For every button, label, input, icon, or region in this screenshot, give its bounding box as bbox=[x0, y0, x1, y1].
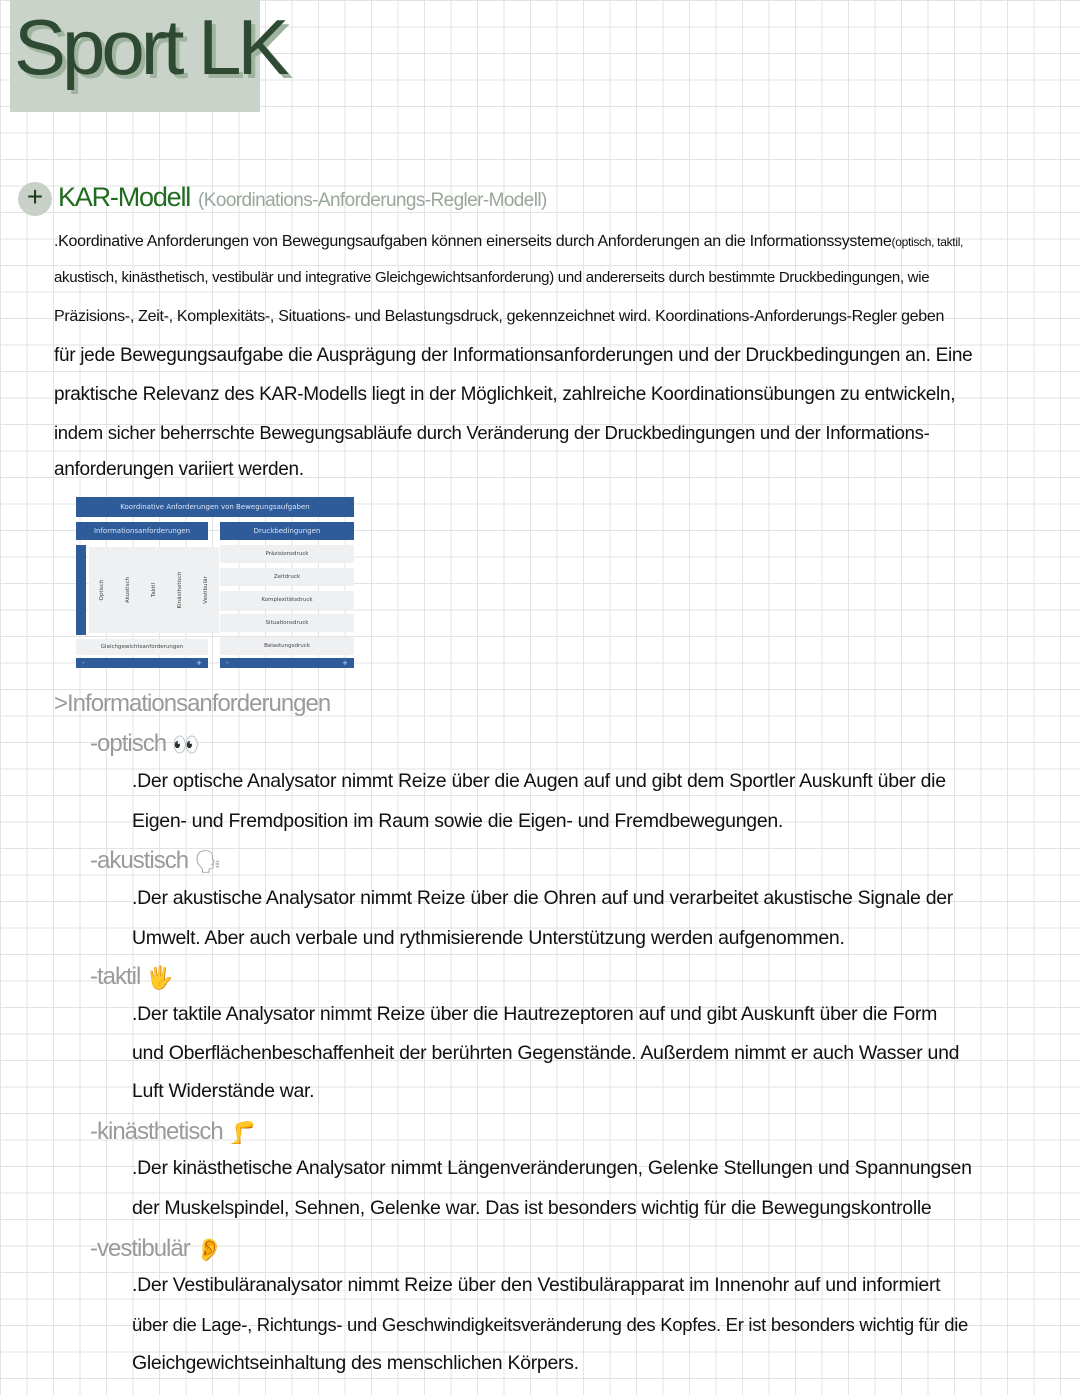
diagram-column bbox=[167, 547, 193, 633]
diagram-title: Koordinative Anforderungen von Bewegungsaufgaben bbox=[76, 497, 354, 517]
diagram-right-header: Druckbedingungen bbox=[220, 522, 354, 540]
diagram-balance: Gleichgewichtsanforderungen bbox=[76, 639, 208, 655]
diagram-column bbox=[89, 547, 115, 633]
analyzer-text: .Der optische Analysator nimmt Reize über die Augen auf und gibt dem Sportler Auskunft über die bbox=[132, 770, 946, 792]
analyzer-text: .Der kinästhetische Analysator nimmt Längenveränderungen, Gelenke Stellungen und Spannungsen bbox=[132, 1157, 972, 1179]
analyzer-label bbox=[90, 1235, 222, 1263]
analyzer-label bbox=[90, 1118, 255, 1146]
info-heading: >Informationsanforderungen bbox=[54, 690, 331, 717]
heading-text: KAR-Modell bbox=[58, 182, 191, 212]
analyzer-text: der Muskelspindel, Sehnen, Gelenke war. Das ist besonders wichtig für die Bewegungskontrolle bbox=[132, 1197, 932, 1219]
diagram-pressure: Komplexitätsdruck bbox=[220, 591, 354, 609]
analyzer-label-text: -vestibulär bbox=[90, 1235, 190, 1262]
column-label: Vestibulär bbox=[203, 576, 209, 604]
diagram-column bbox=[193, 547, 219, 633]
intro-line: akustisch, kinästhetisch, vestibulär und integrative Gleichgewichtsanforderung) und andererseits durch bestimmte Druckbedingungen, wie bbox=[54, 269, 930, 286]
intro-line: Präzisions-, Zeit-, Komplexitäts-, Situations- und Belastungsdruck, gekennzeichnet wird. Koordinations-Anforderungs-Regler geben bbox=[54, 308, 945, 325]
analyzer-label-text: -akustisch bbox=[90, 847, 189, 874]
diagram-pressure: Zeitdruck bbox=[220, 568, 354, 586]
eyes-icon: 👀 bbox=[172, 731, 199, 757]
diagram-pressure: Präzisionsdruck bbox=[220, 545, 354, 563]
intro-line: indem sicher beherrschte Bewegungsabläufe durch Veränderung der Druckbedingungen und der Informations- bbox=[54, 422, 930, 443]
diagram-pressure: Belastungsdruck bbox=[220, 637, 354, 655]
column-label: Kinästhetisch bbox=[177, 571, 183, 609]
column-label: Akustisch bbox=[125, 576, 131, 604]
intro-text: .Koordinative Anforderungen von Bewegungsaufgaben können einerseits durch Anforderungen an die Informationssysteme bbox=[54, 233, 892, 250]
horizontal-arrow-icon bbox=[76, 658, 208, 668]
plus-label: + bbox=[196, 659, 202, 667]
analyzer-label-text: -taktil bbox=[90, 963, 141, 990]
analyzer-label bbox=[90, 730, 198, 758]
horizontal-arrow-icon bbox=[220, 658, 354, 668]
analyzer-label bbox=[90, 963, 173, 991]
column-label: Taktil bbox=[151, 582, 157, 598]
minus-label: - bbox=[82, 659, 85, 667]
section-heading bbox=[58, 182, 547, 213]
analyzer-label-text: -optisch bbox=[90, 730, 167, 757]
leg-icon: 🦵 bbox=[228, 1119, 256, 1145]
analyzer-text: .Der taktile Analysator nimmt Reize über die Hautrezeptoren auf und gibt Auskunft über die Form bbox=[132, 1003, 938, 1025]
intro-line: praktische Relevanz des KAR-Modells liegt in der Möglichkeit, zahlreiche Koordinationsübungen zu entwickeln, bbox=[54, 384, 956, 405]
analyzer-text: Gleichgewichtseinhaltung des menschlichen Körpers. bbox=[132, 1352, 579, 1374]
diagram-left-header: Informationsanforderungen bbox=[76, 522, 208, 540]
analyzer-text: Luft Widerstände war. bbox=[132, 1080, 315, 1102]
page-title: Sport LK bbox=[14, 3, 286, 91]
heading-subtitle: (Koordinations-Anforderungs-Regler-Modell) bbox=[198, 190, 547, 211]
intro-line: anforderungen variiert werden. bbox=[54, 459, 304, 480]
analyzer-text: über die Lage-, Richtungs- und Geschwindigkeitsveränderung des Kopfes. Er ist besonders wichtig für die bbox=[132, 1314, 968, 1335]
column-label: Optisch bbox=[99, 579, 105, 601]
analyzer-text: .Der Vestibuläranalysator nimmt Reize über den Vestibulärapparat im Innenohr auf und informiert bbox=[132, 1274, 941, 1296]
diagram-column bbox=[115, 547, 141, 633]
intro-aside: (optisch, taktil, bbox=[891, 235, 964, 249]
ear-icon: 👂 bbox=[195, 1236, 223, 1262]
analyzer-text: .Der akustische Analysator nimmt Reize über die Ohren auf und verarbeitet akustische Signale der bbox=[132, 887, 953, 909]
speaking-head-icon: 🗣 bbox=[194, 848, 221, 874]
analyzer-label-text: -kinästhetisch bbox=[90, 1118, 223, 1145]
minus-label: - bbox=[226, 659, 229, 667]
diagram-column bbox=[141, 547, 167, 633]
analyzer-text: Eigen- und Fremdposition im Raum sowie die Eigen- und Fremdbewegungen. bbox=[132, 810, 784, 832]
analyzer-text: und Oberflächenbeschaffenheit der berührten Gegenstände. Außerdem nimmt er auch Wasser und bbox=[132, 1042, 960, 1064]
analyzer-label bbox=[90, 847, 221, 875]
kar-model-diagram bbox=[72, 495, 358, 673]
intro-line: für jede Bewegungsaufgabe die Ausprägung der Informationsanforderungen und der Druckbedingungen an. Eine bbox=[54, 345, 973, 366]
vertical-arrow-icon bbox=[76, 545, 86, 635]
hand-icon: 🖐 bbox=[146, 964, 173, 990]
plus-label: + bbox=[342, 659, 348, 667]
intro-line bbox=[54, 234, 963, 250]
plus-bullet-icon: + bbox=[18, 182, 52, 216]
analyzer-text: Umwelt. Aber auch verbale und rythmisierende Unterstützung werden aufgenommen. bbox=[132, 927, 845, 949]
diagram-pressure: Situationsdruck bbox=[220, 614, 354, 632]
